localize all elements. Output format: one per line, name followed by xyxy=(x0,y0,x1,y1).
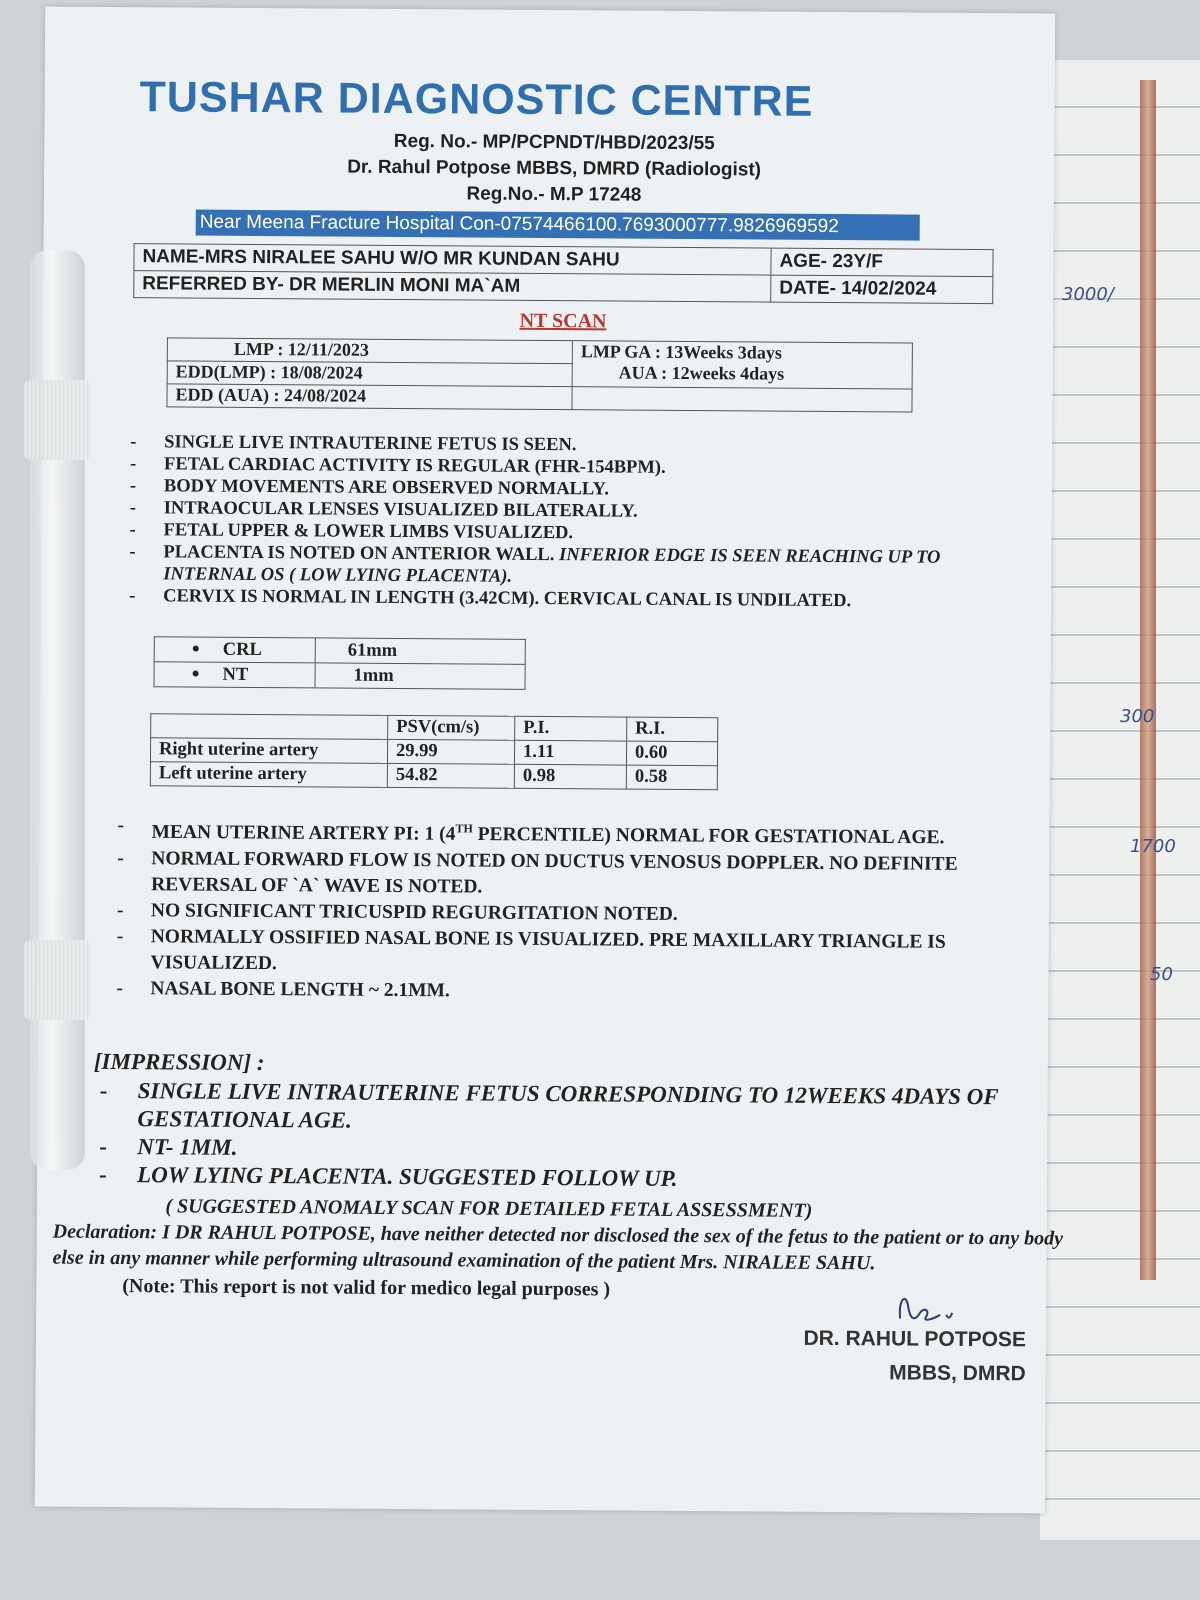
doppler-cell: 1.11 xyxy=(514,740,626,765)
patient-name: NAME-MRS NIRALEE SAHU W/O MR KUNDAN SAHU xyxy=(134,244,771,275)
doppler-cell: 0.58 xyxy=(626,765,717,790)
doppler-header-empty xyxy=(151,714,388,740)
signatory-degree: MBBS, DMRD xyxy=(889,1361,1026,1386)
placenta-text: PLACENTA IS NOTED ON ANTERIOR WALL. xyxy=(163,542,555,566)
mean-pi-text: MEAN UTERINE ARTERY PI: 1 (4 xyxy=(151,821,456,845)
finding-item: - BODY MOVEMENTS ARE OBSERVED NORMALLY. xyxy=(122,475,1002,503)
doppler-cell: 0.98 xyxy=(514,764,626,789)
patient-age: AGE- 23Y/F xyxy=(771,248,993,277)
doppler-header-pi: P.I. xyxy=(515,716,627,741)
doppler-header-psv: PSV(cm/s) xyxy=(388,715,515,740)
report-date: DATE- 14/02/2024 xyxy=(771,275,993,304)
nt-value: 1mm xyxy=(315,663,525,689)
doppler-findings-list xyxy=(108,813,1009,1008)
finding-item: - NO SIGNIFICANT TRICUSPID REGURGITATION NOTED. xyxy=(109,897,1009,929)
crl-value: 61mm xyxy=(315,638,525,664)
nt-label: NT xyxy=(222,664,249,685)
doppler-cell: Right uterine artery xyxy=(150,738,387,764)
doctor-reg: Reg.No.- M.P 17248 xyxy=(466,183,642,206)
dates-table xyxy=(166,337,912,412)
referred-by: REFERRED BY- DR MERLIN MONI MA`AM xyxy=(134,271,771,302)
finding-item: - FETAL UPPER & LOWER LIMBS VISUALIZED. xyxy=(122,519,1002,547)
patient-info-table xyxy=(133,243,993,304)
impression-item: - LOW LYING PLACENTA. SUGGESTED FOLLOW UP. xyxy=(93,1161,1053,1196)
impression-item: - SINGLE LIVE INTRAUTERINE FETUS CORRESPONDING TO 12WEEKS 4DAYS OF GESTATIONAL AGE. xyxy=(93,1077,1037,1140)
finding-item: - CERVIX IS NORMAL IN LENGTH (3.42CM). CERVICAL CANAL IS UNDILATED. xyxy=(121,585,1001,613)
doppler-cell: 0.60 xyxy=(626,741,717,766)
edd-aua: EDD (AUA) : 24/08/2024 xyxy=(167,384,572,410)
pen-band xyxy=(24,380,91,460)
lmp-ga: LMP GA : 13Weeks 3days xyxy=(580,341,782,363)
signatory-name: DR. RAHUL POTPOSE xyxy=(803,1326,1027,1352)
bullet-icon xyxy=(193,645,199,651)
doppler-cell: 54.82 xyxy=(387,763,514,788)
doppler-cell: 29.99 xyxy=(387,739,514,764)
pen-object xyxy=(30,250,85,1170)
lmp-cell: LMP : 12/11/2023 xyxy=(167,338,572,364)
edd-lmp: EDD(LMP) : 18/08/2024 xyxy=(167,361,572,387)
legal-note: (Note: This report is not valid for medico legal purposes ) xyxy=(122,1275,611,1301)
notebook-background xyxy=(1040,60,1200,1540)
aua-ga: AUA : 12weeks 4days xyxy=(618,362,785,384)
handwritten-note-4: 50 xyxy=(1150,964,1173,985)
declaration-text: Declaration: I DR RAHUL POTPOSE, have neither detected nor disclosed the sex of the fetus to the patient or to any body else in any manner while performing ultrasound examination of the patient Mrs. NIRALEE SAHU. xyxy=(52,1220,1064,1275)
handwritten-note-3: 1700 xyxy=(1130,836,1176,857)
crl-label: CRL xyxy=(222,639,262,660)
ga-cell xyxy=(572,341,912,389)
doctor-line: Dr. Rahul Potpose MBBS, DMRD (Radiologist) xyxy=(347,156,762,181)
finding-item: - NASAL BONE LENGTH ~ 2.1MM. xyxy=(108,975,1008,1007)
finding-item: - SINGLE LIVE INTRAUTERINE FETUS IS SEEN. xyxy=(122,431,1002,459)
table-row xyxy=(150,762,717,790)
mean-pi-sup: TH xyxy=(455,821,473,836)
impression-list xyxy=(93,1077,1054,1196)
measurement-table xyxy=(153,636,525,690)
signatory xyxy=(796,1322,1026,1392)
finding-item xyxy=(121,541,1001,591)
centre-reg-no: Reg. No.- MP/PCPNDT/HBD/2023/55 xyxy=(393,130,715,155)
centre-name: TUSHAR DIAGNOSTIC CENTRE xyxy=(139,73,814,126)
finding-item: - FETAL CARDIAC ACTIVITY IS REGULAR (FHR-154BPM). xyxy=(122,453,1002,481)
finding-item: - INTRAOCULAR LENSES VISUALIZED BILATERALLY. xyxy=(122,497,1002,525)
scan-title: NT SCAN xyxy=(519,309,607,333)
contact-bar: Near Meena Fracture Hospital Con-07574466100.7693000777.9826969592 xyxy=(196,210,920,241)
report-sheet xyxy=(35,6,1064,1513)
doppler-header-ri: R.I. xyxy=(627,717,718,742)
findings-list xyxy=(121,431,1002,613)
nt-label-cell xyxy=(154,662,315,688)
handwritten-note-2: 300 xyxy=(1120,706,1155,727)
handwritten-note-1: 3000/ xyxy=(1062,284,1114,305)
pen-band xyxy=(24,940,91,1020)
mean-pi-text-2: PERCENTILE) NORMAL FOR GESTATIONAL AGE. xyxy=(472,823,945,849)
crl-label-cell xyxy=(154,637,315,663)
suggestion-text: ( SUGGESTED ANOMALY SCAN FOR DETAILED FETAL ASSESSMENT) xyxy=(165,1195,813,1222)
placenta-italic-text: INFERIOR EDGE IS SEEN REACHING UP TO INTERNAL OS ( LOW LYING PLACENTA). xyxy=(163,545,941,587)
bullet-icon xyxy=(193,670,199,676)
empty-cell xyxy=(572,387,912,412)
impression-heading: [IMPRESSION] : xyxy=(93,1048,265,1076)
finding-item: - NORMALLY OSSIFIED NASAL BONE IS VISUALIZED. PRE MAXILLARY TRIANGLE IS VISUALIZED. xyxy=(108,923,1008,981)
finding-item: - NORMAL FORWARD FLOW IS NOTED ON DUCTUS VENOSUS DOPPLER. NO DEFINITE REVERSAL OF `A` WAVE IS NOTED. xyxy=(109,845,1009,903)
doppler-cell: Left uterine artery xyxy=(150,762,387,788)
doppler-table xyxy=(150,713,718,790)
impression-item: - NT- 1MM. xyxy=(93,1133,1053,1168)
binder-edge xyxy=(1140,80,1156,1280)
